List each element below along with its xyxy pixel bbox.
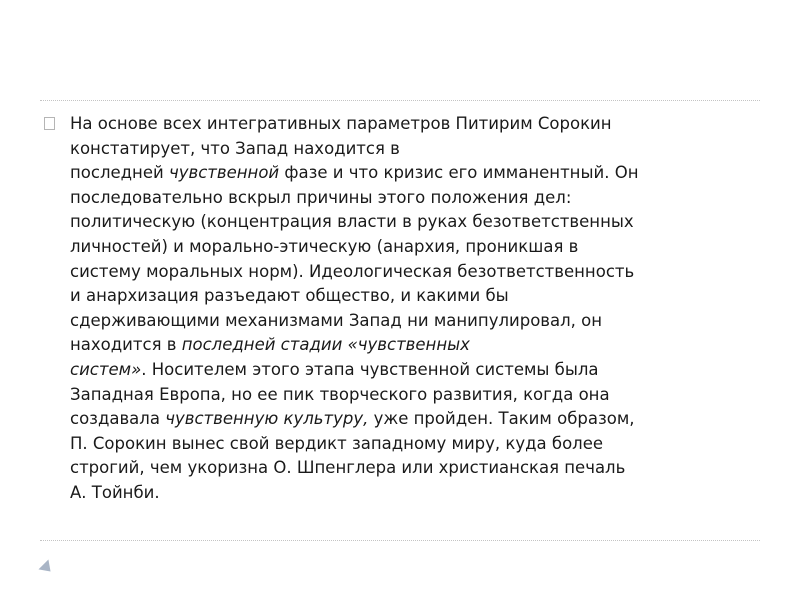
text-run: находится в: [70, 335, 182, 355]
text-line: [70, 309, 760, 334]
text-line: [70, 333, 760, 358]
slide-content: [40, 112, 760, 506]
text-line: [70, 186, 760, 211]
italic-text: чувственную культуру,: [165, 409, 369, 429]
triangle-arrow-icon[interactable]: [39, 560, 56, 577]
top-divider: [40, 100, 760, 101]
text-line: [70, 210, 760, 235]
text-run: последней: [70, 163, 169, 183]
text-run: На основе всех интегративных параметров Питирим Сорокин: [70, 114, 612, 133]
text-line: [70, 112, 760, 137]
text-line: [70, 260, 760, 285]
square-bullet-icon: [44, 117, 55, 130]
text-run: сдерживающими механизмами Запад ни манипулировал, он: [70, 310, 603, 330]
text-line: [70, 432, 760, 457]
text-run: А. Тойнби.: [70, 482, 160, 502]
italic-text: систем»: [70, 359, 142, 379]
text-run: строгий, чем укоризна О. Шпенглера или христианская печаль: [70, 458, 626, 478]
text-line: [70, 481, 760, 506]
text-run: П. Сорокин вынес свой вердикт западному миру, куда более: [70, 433, 604, 453]
text-run: создавала: [70, 409, 166, 429]
text-run: уже пройден. Таким образом,: [368, 409, 635, 429]
text-line: [70, 284, 760, 309]
text-run: констатирует, что Запад находится в: [70, 138, 400, 158]
text-run: политическую (концентрация власти в руках безответственных: [70, 212, 634, 232]
text-line: [70, 383, 760, 408]
text-run: и анархизация разъедают общество, и какими бы: [70, 286, 509, 306]
text-line: [70, 235, 760, 260]
italic-text: последней стадии «чувственных: [181, 335, 470, 355]
italic-text: чувственной: [168, 163, 280, 183]
body-paragraph: [70, 112, 760, 506]
text-line: [70, 407, 760, 432]
text-run: личностей) и морально-этическую (анархия, проникшая в: [70, 236, 579, 256]
text-run: фазе и что кризис его имманентный. Он: [279, 163, 639, 183]
text-line: [70, 456, 760, 481]
text-run: . Носителем этого этапа чувственной системы была: [141, 359, 599, 379]
text-line: [70, 137, 760, 162]
text-run: Западная Европа, но ее пик творческого развития, когда она: [70, 384, 610, 404]
text-run: систему моральных норм). Идеологическая безответственность: [70, 261, 635, 281]
text-run: последовательно вскрыл причины этого положения дел:: [70, 187, 572, 207]
bottom-divider: [40, 540, 760, 541]
text-line: [70, 161, 760, 186]
text-line: [70, 358, 760, 383]
